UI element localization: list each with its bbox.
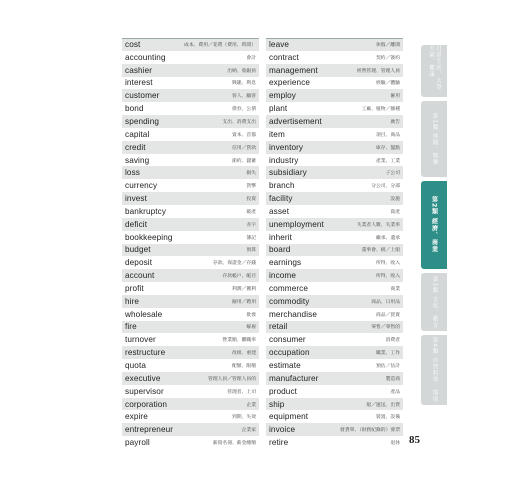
- vocab-english-word: fire: [125, 322, 137, 332]
- vocab-english-word: estimate: [269, 361, 301, 371]
- vocab-english-word: management: [269, 65, 318, 75]
- vocab-english-word: occupation: [269, 348, 310, 358]
- vocab-chinese-meaning: 信用／貸款: [232, 145, 256, 151]
- vocab-chinese-meaning: 企業家: [241, 428, 256, 434]
- vocab-column-right: [266, 38, 403, 449]
- vocab-row: [266, 102, 403, 115]
- vocab-chinese-meaning: 子公司: [385, 171, 400, 177]
- vocab-english-word: item: [269, 129, 285, 139]
- vocab-english-word: merchandise: [269, 309, 317, 319]
- vocab-chinese-meaning: 僱用: [390, 94, 400, 100]
- vocab-english-word: bankruptcy: [125, 206, 167, 216]
- vocab-row: [122, 231, 259, 244]
- vocab-row: [122, 256, 259, 269]
- vocab-english-word: corporation: [125, 399, 168, 409]
- vocab-row: [266, 38, 403, 51]
- vocab-row: [122, 154, 259, 167]
- vocab-row: [122, 128, 259, 141]
- vocab-chinese-meaning: 企業: [246, 402, 256, 408]
- vocab-english-word: capital: [125, 129, 150, 139]
- vocab-chinese-meaning: 管理者、上司: [227, 389, 256, 395]
- vocab-row: [266, 179, 403, 192]
- vocab-column-left: [122, 38, 259, 449]
- vocab-row: [266, 346, 403, 359]
- vocab-english-word: spending: [125, 116, 160, 126]
- vocab-row: [266, 295, 403, 308]
- vocab-row: [122, 398, 259, 411]
- vocab-row: [122, 77, 259, 90]
- vocab-english-word: inherit: [269, 232, 292, 242]
- vocab-row: [122, 102, 259, 115]
- vocab-row: [122, 51, 259, 64]
- vocab-english-word: manufacturer: [269, 373, 319, 383]
- vocab-chinese-meaning: 繼承、遺承: [376, 235, 400, 241]
- vocab-chinese-meaning: 消費者: [385, 338, 400, 344]
- vocab-row: [266, 398, 403, 411]
- vocab-row: [266, 244, 403, 257]
- vocab-row: [122, 359, 259, 372]
- vocab-english-word: asset: [269, 206, 290, 216]
- vocab-chinese-meaning: 預算: [246, 248, 256, 254]
- vocab-english-word: equipment: [269, 412, 309, 422]
- vocab-english-word: commodity: [269, 296, 310, 306]
- vocab-row: [266, 372, 403, 385]
- vocab-row: [266, 333, 403, 346]
- vocab-row: [266, 51, 403, 64]
- vocab-row: [122, 179, 259, 192]
- vocab-english-word: budget: [125, 245, 151, 255]
- vocab-row: [122, 115, 259, 128]
- vocab-row: [122, 166, 259, 179]
- chapter-tab-2[interactable]: [421, 101, 447, 177]
- vocab-chinese-meaning: 設施: [390, 197, 400, 203]
- vocab-english-word: inventory: [269, 142, 304, 152]
- page-number: 85: [409, 434, 420, 446]
- vocab-chinese-meaning: 工廠、植物／播種: [361, 107, 400, 113]
- vocab-english-word: commerce: [269, 283, 309, 293]
- vocab-english-word: profit: [125, 283, 144, 293]
- vocab-row: [122, 385, 259, 398]
- vocab-english-word: restructure: [125, 348, 166, 358]
- vocab-chinese-meaning: 赤字: [246, 222, 256, 228]
- vocab-row: [122, 436, 259, 449]
- vocab-chinese-meaning: 批發: [246, 312, 256, 318]
- vocab-row: [266, 154, 403, 167]
- vocab-row: [266, 410, 403, 423]
- vocab-chinese-meaning: 退休: [390, 441, 400, 447]
- vocab-chinese-meaning: 商品、日用品: [371, 299, 400, 305]
- vocab-chinese-meaning: 產業、工業: [376, 158, 400, 164]
- vocab-english-word: industry: [269, 155, 299, 165]
- vocab-row: [266, 218, 403, 231]
- vocab-chinese-meaning: 損失: [246, 171, 256, 177]
- vocab-chinese-meaning: 營業額、離職率: [222, 338, 256, 344]
- vocab-chinese-meaning: 出納、收銀員: [227, 68, 256, 74]
- vocab-english-word: ship: [269, 399, 285, 409]
- vocab-row: [122, 410, 259, 423]
- vocab-chinese-meaning: 商業: [390, 286, 400, 292]
- vocab-chinese-meaning: 董事會、板／上船: [361, 248, 400, 254]
- vocab-english-word: retire: [269, 438, 289, 448]
- vocab-chinese-meaning: 貨幣: [246, 184, 256, 190]
- vocab-row: [122, 205, 259, 218]
- vocab-row: [122, 295, 259, 308]
- vocab-chinese-meaning: 投資: [246, 197, 256, 203]
- vocab-chinese-meaning: 製造商: [385, 376, 400, 382]
- vocab-english-word: cashier: [125, 65, 153, 75]
- vocab-row: [122, 269, 259, 282]
- vocab-english-word: loss: [125, 168, 140, 178]
- vocab-chinese-meaning: 配額、限額: [232, 364, 256, 370]
- vocab-english-word: interest: [125, 78, 153, 88]
- vocab-chinese-meaning: 利潤／獲利: [232, 286, 256, 292]
- vocab-row: [122, 141, 259, 154]
- vocab-chinese-meaning: 解雇: [246, 325, 256, 331]
- chapter-tab-5[interactable]: [421, 335, 447, 405]
- vocab-chinese-meaning: 破產: [246, 209, 256, 215]
- vocab-chinese-meaning: 職業、工作: [376, 351, 400, 357]
- vocab-chinese-meaning: 債券、公債: [232, 107, 256, 113]
- vocab-english-word: invest: [125, 194, 147, 204]
- vocab-row: [266, 359, 403, 372]
- vocab-english-word: board: [269, 245, 291, 255]
- vocab-english-word: contract: [269, 52, 299, 62]
- vocab-chinese-meaning: 會計: [246, 55, 256, 61]
- vocab-english-word: earnings: [269, 258, 302, 268]
- vocab-chinese-meaning: 僱用／聘用: [232, 299, 256, 305]
- vocab-english-word: account: [125, 271, 155, 281]
- chapter-tab-label: 日常生活、大學、天氣、健康: [428, 45, 441, 97]
- vocab-chinese-meaning: 項目、商品: [376, 132, 400, 138]
- vocab-row: [266, 115, 403, 128]
- vocab-english-word: customer: [125, 91, 160, 101]
- vocab-row: [122, 333, 259, 346]
- vocab-row: [122, 282, 259, 295]
- chapter-tab-label: 第4類 自然科學、環境: [431, 337, 438, 403]
- vocab-row: [266, 308, 403, 321]
- vocab-english-word: accounting: [125, 52, 166, 62]
- vocab-chinese-meaning: 簿記: [246, 235, 256, 241]
- vocab-chinese-meaning: 分公司、分部: [371, 184, 400, 190]
- vocab-chinese-meaning: 興趣、利息: [232, 81, 256, 87]
- vocab-chinese-meaning: 存款、保證金／存錢: [212, 261, 256, 267]
- vocab-chinese-meaning: 客人、顧客: [232, 94, 256, 100]
- vocab-english-word: experience: [269, 78, 311, 88]
- vocab-row: [122, 308, 259, 321]
- vocab-chinese-meaning: 支出、消費支出: [222, 119, 256, 125]
- vocab-row: [266, 77, 403, 90]
- vocab-english-word: bookkeeping: [125, 232, 173, 242]
- vocab-english-word: turnover: [125, 335, 156, 345]
- vocab-chinese-meaning: 經驗／體驗: [376, 81, 400, 87]
- vocab-row: [266, 205, 403, 218]
- vocab-english-word: quota: [125, 361, 146, 371]
- vocab-chinese-meaning: 成本、費用／花費（費用、時間）: [184, 43, 256, 49]
- vocab-chinese-meaning: 零售／零售的: [371, 325, 400, 331]
- vocab-chinese-meaning: 契約／簽約: [376, 55, 400, 61]
- vocab-row: [266, 231, 403, 244]
- chapter-tab-4[interactable]: [421, 273, 447, 331]
- vocab-english-word: hire: [125, 296, 140, 306]
- vocab-chinese-meaning: 休假／離開: [376, 43, 400, 49]
- vocab-english-word: product: [269, 386, 298, 396]
- vocab-chinese-meaning: 到期、失效: [232, 415, 256, 421]
- vocab-english-word: deficit: [125, 219, 148, 229]
- vocab-row: [266, 64, 403, 77]
- chapter-tab-label: 第2類 經濟、商業: [430, 196, 438, 254]
- vocab-chinese-meaning: 存款帳戶、帳目: [222, 274, 256, 280]
- vocab-english-word: invoice: [269, 425, 296, 435]
- vocab-chinese-meaning: 發貨單、（財務紀錄的）發票: [340, 428, 400, 434]
- vocab-row: [266, 269, 403, 282]
- vocab-chinese-meaning: 資產: [390, 209, 400, 215]
- vocab-english-word: cost: [125, 40, 141, 50]
- vocab-english-word: supervisor: [125, 386, 164, 396]
- vocab-english-word: expire: [125, 412, 148, 422]
- vocab-row: [266, 321, 403, 334]
- vocab-english-word: retail: [269, 322, 288, 332]
- vocab-english-word: deposit: [125, 258, 153, 268]
- vocab-row: [122, 218, 259, 231]
- vocab-row: [266, 128, 403, 141]
- vocab-row: [266, 423, 403, 436]
- vocab-chinese-meaning: 船／運送、出貨: [366, 402, 400, 408]
- vocab-english-word: entrepreneur: [125, 425, 174, 435]
- vocab-english-word: advertisement: [269, 116, 322, 126]
- vocab-row: [266, 192, 403, 205]
- vocab-chinese-meaning: 經營管理、管理人員: [356, 68, 400, 74]
- vocab-row: [266, 141, 403, 154]
- vocab-row: [122, 89, 259, 102]
- vocab-row: [266, 89, 403, 102]
- vocab-english-word: executive: [125, 373, 161, 383]
- vocab-row: [266, 282, 403, 295]
- vocab-chinese-meaning: 裝置、設備: [376, 415, 400, 421]
- vocab-chinese-meaning: 薪資名冊、薪金總額: [212, 441, 256, 447]
- vocab-row: [122, 192, 259, 205]
- vocab-english-word: currency: [125, 181, 158, 191]
- vocab-english-word: payroll: [125, 438, 150, 448]
- vocab-english-word: facility: [269, 194, 293, 204]
- vocab-chinese-meaning: 改組、重建: [232, 351, 256, 357]
- vocab-row: [122, 38, 259, 51]
- vocab-english-word: credit: [125, 142, 146, 152]
- vocab-row: [122, 64, 259, 77]
- vocab-row: [266, 436, 403, 449]
- vocab-chinese-meaning: 預估／估計: [376, 364, 400, 370]
- vocab-chinese-meaning: 資本、首都: [232, 132, 256, 138]
- vocab-chinese-meaning: 失業者人數、失業率: [356, 222, 400, 228]
- vocab-english-word: branch: [269, 181, 295, 191]
- vocab-english-word: subsidiary: [269, 168, 307, 178]
- vocab-english-word: wholesale: [125, 309, 163, 319]
- vocab-chinese-meaning: 管理人員／管理人員的: [208, 376, 256, 382]
- vocab-chinese-meaning: 所得、收入: [376, 274, 400, 280]
- vocab-chinese-meaning: 節約、儲蓄: [232, 158, 256, 164]
- vocab-english-word: leave: [269, 40, 290, 50]
- chapter-tab-label: 第3類 文化、教育: [431, 275, 438, 329]
- vocab-row: [266, 385, 403, 398]
- vocab-chinese-meaning: 所得、收入: [376, 261, 400, 267]
- vocab-english-word: income: [269, 271, 296, 281]
- vocab-chinese-meaning: 廣告: [390, 119, 400, 125]
- vocab-english-word: saving: [125, 155, 150, 165]
- vocab-row: [266, 166, 403, 179]
- vocab-english-word: bond: [125, 104, 144, 114]
- chapter-tab-active[interactable]: [421, 181, 447, 269]
- vocab-english-word: employ: [269, 91, 296, 101]
- vocab-english-word: consumer: [269, 335, 306, 345]
- vocab-row: [122, 321, 259, 334]
- vocab-chinese-meaning: 庫存、盤點: [376, 145, 400, 151]
- vocab-english-word: plant: [269, 104, 288, 114]
- vocab-english-word: unemployment: [269, 219, 324, 229]
- chapter-tab-1[interactable]: [421, 45, 447, 97]
- vocab-chinese-meaning: 商品／買賣: [376, 312, 400, 318]
- vocab-row: [122, 372, 259, 385]
- vocab-row: [122, 423, 259, 436]
- vocab-row: [122, 244, 259, 257]
- vocab-chinese-meaning: 產品: [390, 389, 400, 395]
- vocab-row: [122, 346, 259, 359]
- chapter-tab-label: 第1類 休閒、娛樂: [431, 112, 438, 166]
- vocab-row: [266, 256, 403, 269]
